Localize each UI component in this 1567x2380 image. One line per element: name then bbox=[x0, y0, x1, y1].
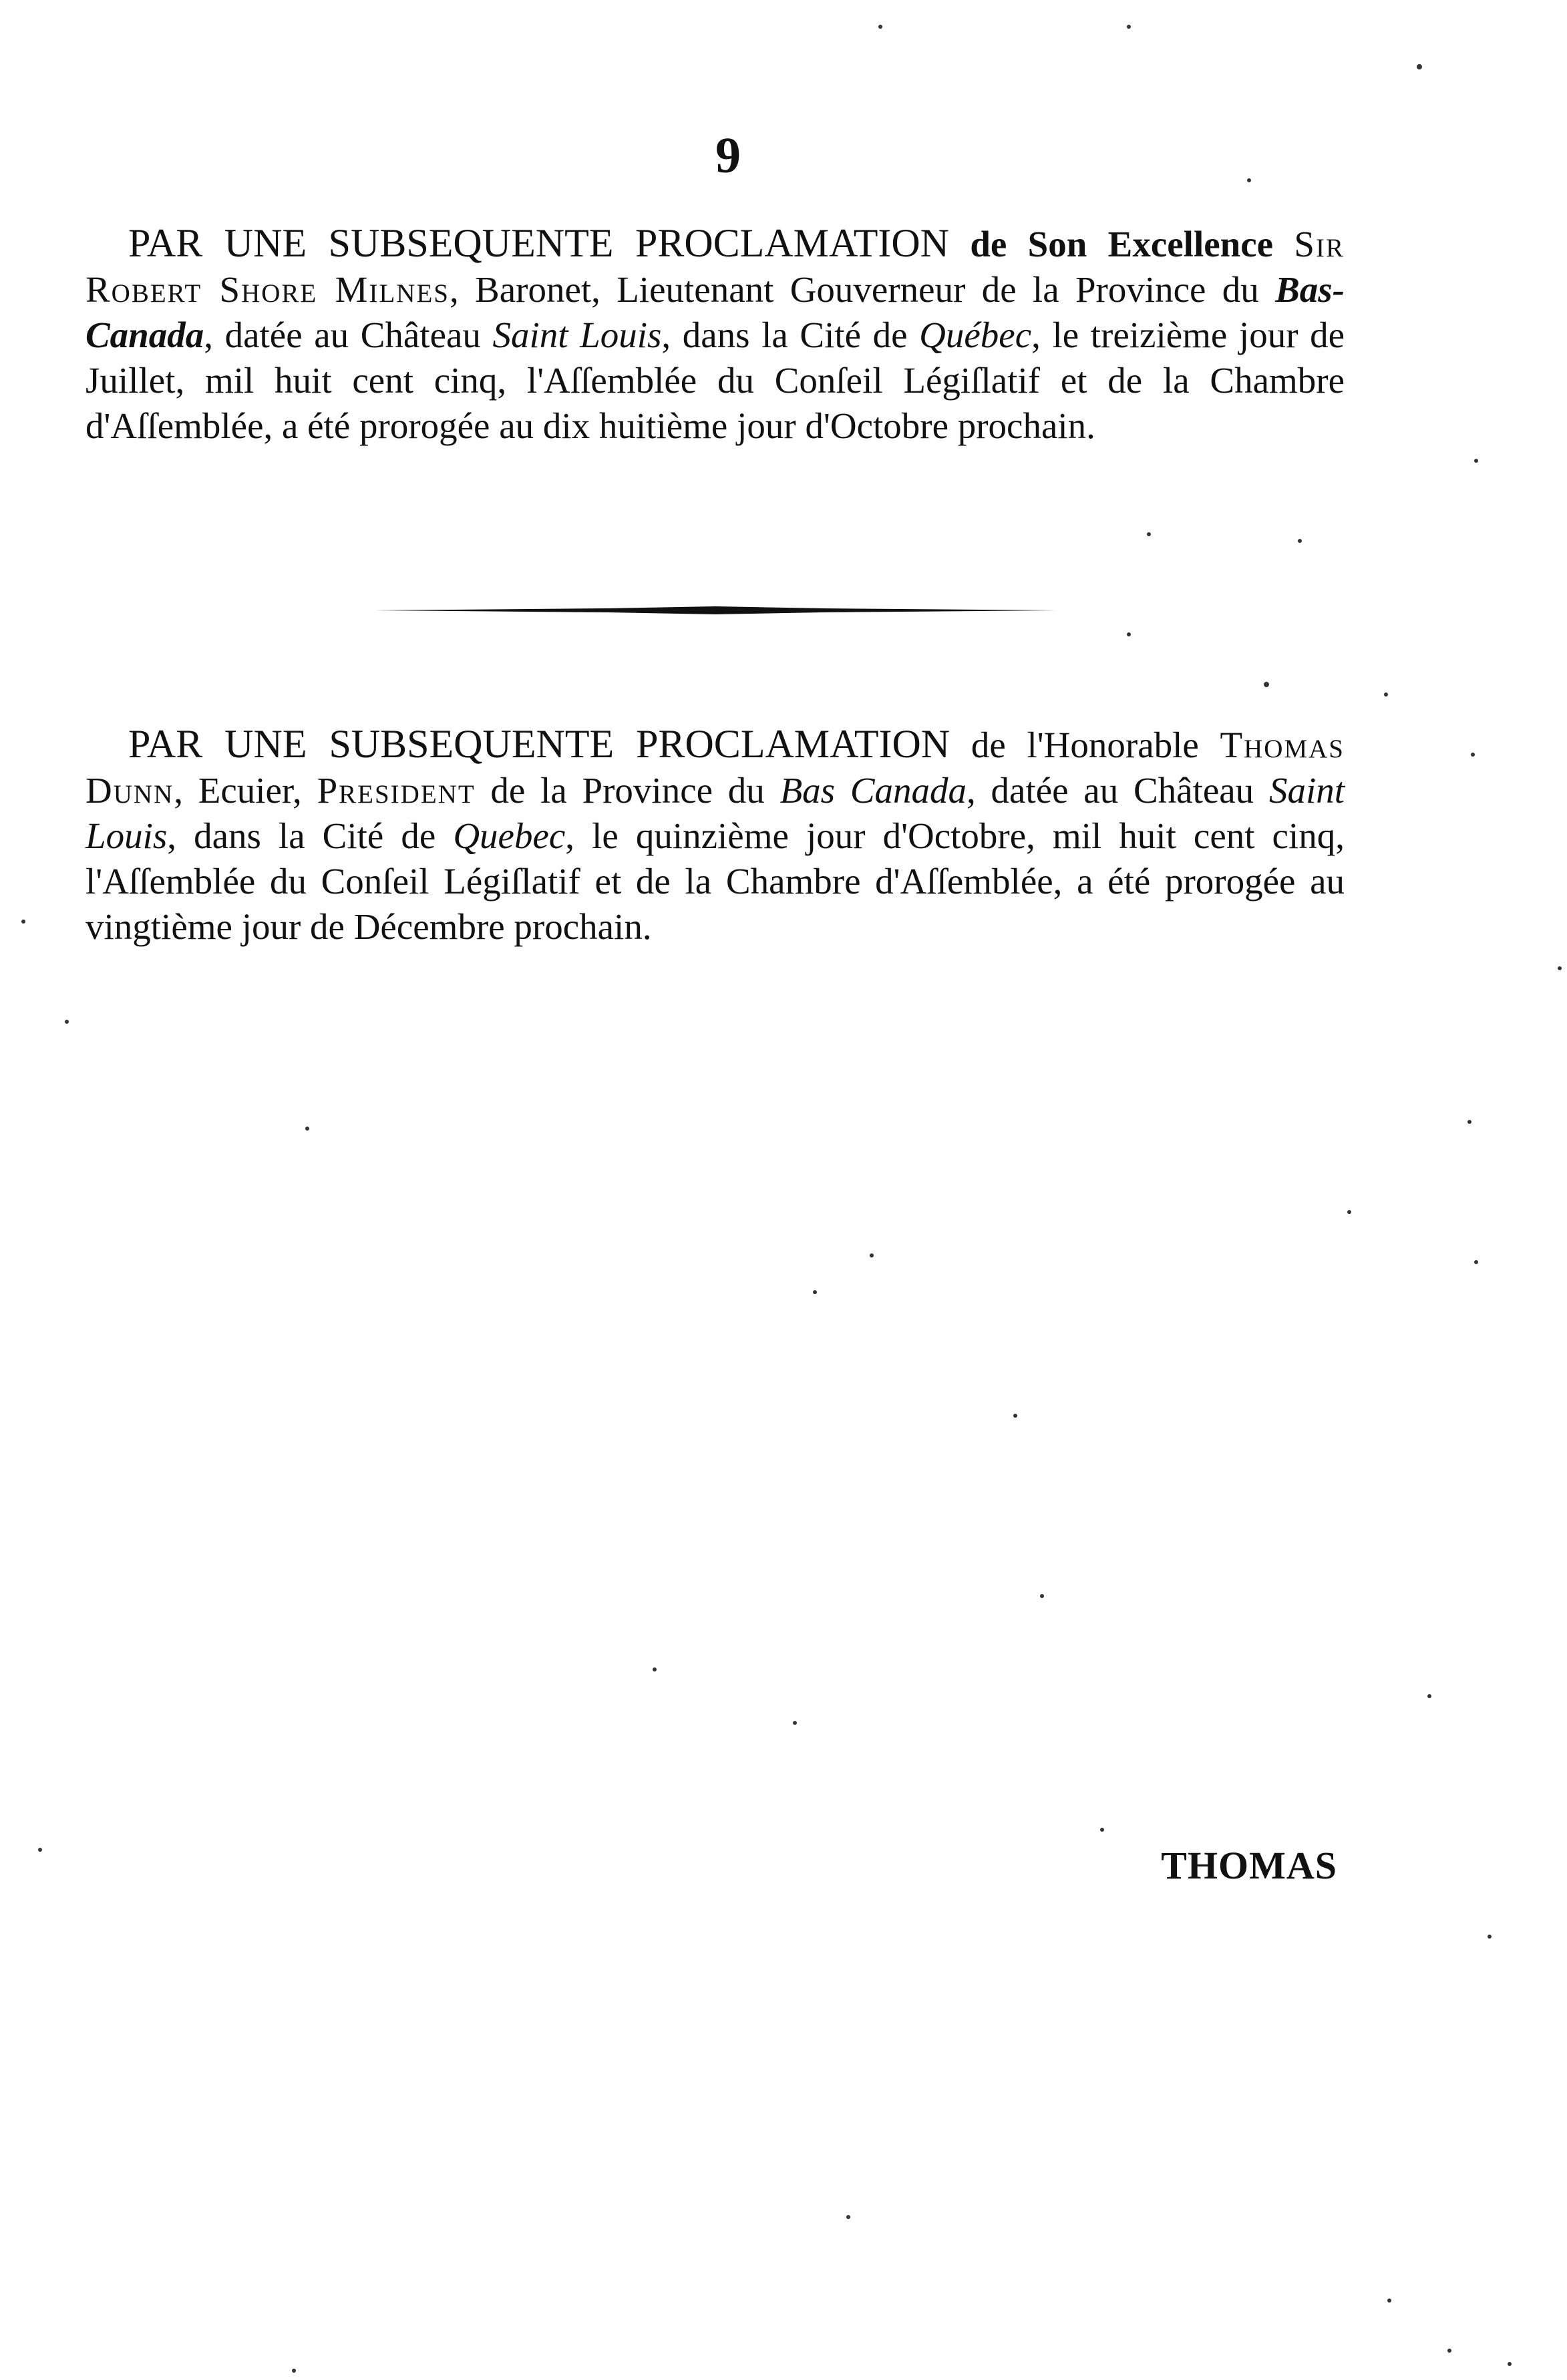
city-name: Quebec bbox=[453, 815, 566, 856]
text-fragment: , Baronet, Lieutenant Gouverneur de la Province du bbox=[449, 269, 1276, 310]
person-title: President bbox=[317, 770, 476, 811]
text-fragment: , datée au Château bbox=[204, 315, 493, 355]
chateau-name: Saint Louis bbox=[492, 315, 662, 355]
person-name: Thomas Dunn bbox=[85, 725, 1345, 811]
province-name: Bas Canada bbox=[779, 770, 967, 811]
province-name: Bas-Canada bbox=[85, 269, 1345, 355]
text-fragment: , Ecuier, bbox=[174, 770, 317, 811]
page-number: 9 bbox=[715, 128, 741, 184]
proclamation-heading: PAR UNE SUBSEQUENTE PROCLAMATION bbox=[128, 722, 950, 766]
text-fragment: , datée au Château bbox=[967, 770, 1269, 811]
proclamation-heading: PAR UNE SUBSEQUENTE PROCLAMATION bbox=[128, 221, 949, 265]
person-name: Sir Robert Shore Milnes bbox=[85, 224, 1345, 310]
text-fragment: , dans la Cité de bbox=[167, 815, 454, 856]
section-divider bbox=[374, 604, 1057, 616]
text-fragment: de l'Honorable bbox=[950, 725, 1220, 765]
text-fragment: de Son Excellence bbox=[949, 224, 1294, 264]
proclamation-paragraph-1 bbox=[85, 220, 1345, 449]
proclamation-paragraph-2 bbox=[85, 721, 1345, 950]
city-name: Québec bbox=[919, 315, 1032, 355]
text-fragment: , dans la Cité de bbox=[661, 315, 920, 355]
text-fragment: , le treizième jour de Juillet, mil huit cent cinq, l'Aſſemblée du Conſeil Légiſlatif et de la Chambre d'Aſſemblée, a été prorogée au dix huitième jour d'Octobre prochain. bbox=[85, 315, 1345, 446]
text-fragment: de la Province du bbox=[475, 770, 780, 811]
chateau-name: Saint Louis bbox=[85, 770, 1345, 856]
text-fragment: , le quinzième jour d'Octobre, mil huit cent cinq, l'Aſſemblée du Conſeil Légiſlatif et de la Chambre d'Aſſemblée, a été prorogée au vingtième jour de Décembre prochain. bbox=[85, 815, 1345, 947]
catchword: THOMAS bbox=[1161, 1844, 1337, 1887]
